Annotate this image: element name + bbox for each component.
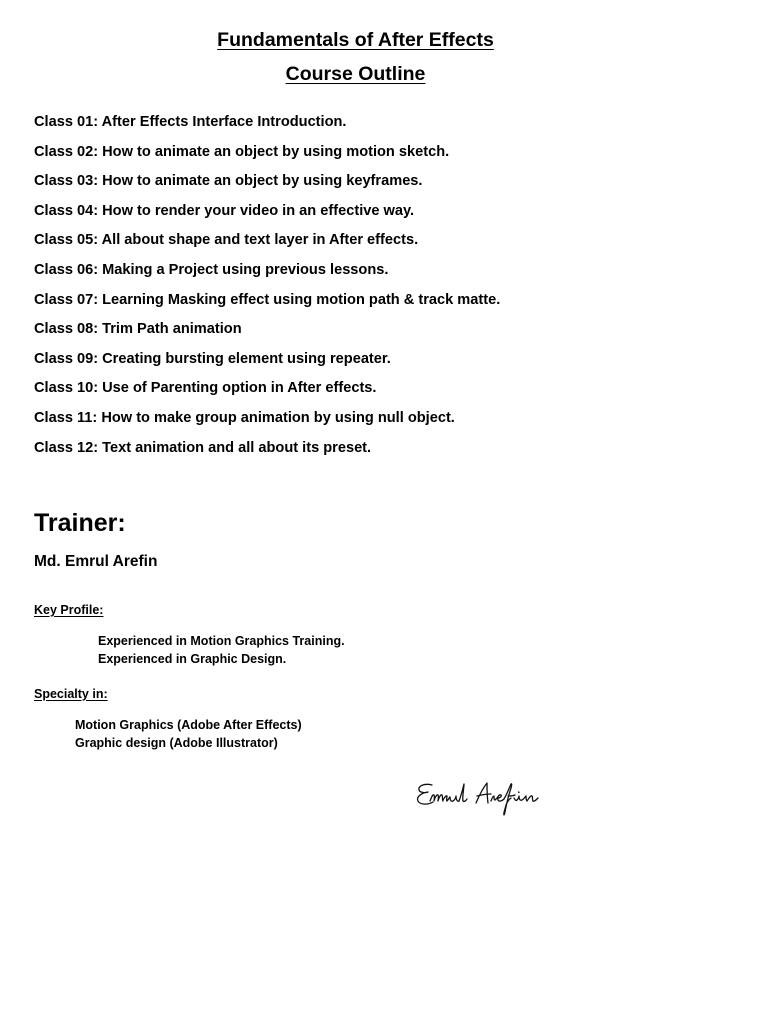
class-item: Class 02: How to animate an object by using motion sketch. bbox=[34, 143, 450, 160]
trainer-name: Md. Emrul Arefin bbox=[34, 553, 158, 570]
class-item: Class 12: Text animation and all about its preset. bbox=[34, 439, 372, 456]
class-item: Class 04: How to render your video in an effective way. bbox=[34, 202, 415, 219]
key-profile-item: Experienced in Motion Graphics Training. bbox=[98, 634, 345, 648]
trainer-heading: Trainer: bbox=[34, 509, 126, 537]
document-title: Fundamentals of After Effects bbox=[217, 29, 494, 51]
specialty-label: Specialty in: bbox=[34, 687, 108, 701]
class-list bbox=[34, 112, 500, 467]
class-item: Class 03: How to animate an object by using keyframes. bbox=[34, 173, 423, 190]
class-item: Class 07: Learning Masking effect using motion path & track matte. bbox=[34, 291, 501, 308]
key-profile-item: Experienced in Graphic Design. bbox=[98, 651, 287, 666]
class-item: Class 09: Creating bursting element using repeater. bbox=[34, 350, 391, 367]
class-item: Class 01: After Effects Interface Introduction. bbox=[34, 114, 347, 130]
class-item: Class 10: Use of Parenting option in After effects. bbox=[34, 380, 377, 397]
class-item: Class 11: How to make group animation by using null object. bbox=[34, 409, 455, 426]
key-profile-list bbox=[98, 633, 345, 668]
class-item: Class 08: Trim Path animation bbox=[34, 321, 242, 338]
document-subtitle: Course Outline bbox=[285, 63, 426, 85]
class-item: Class 06: Making a Project using previous lessons. bbox=[34, 261, 389, 278]
specialty-item: Motion Graphics (Adobe After Effects) bbox=[75, 718, 302, 732]
key-profile-label: Key Profile: bbox=[34, 603, 104, 617]
class-item: Class 05: All about shape and text layer in After effects. bbox=[34, 232, 419, 249]
signature-image bbox=[414, 776, 548, 820]
specialty-item: Graphic design (Adobe Illustrator) bbox=[75, 735, 278, 750]
signature bbox=[414, 776, 548, 820]
specialty-list bbox=[75, 717, 302, 752]
